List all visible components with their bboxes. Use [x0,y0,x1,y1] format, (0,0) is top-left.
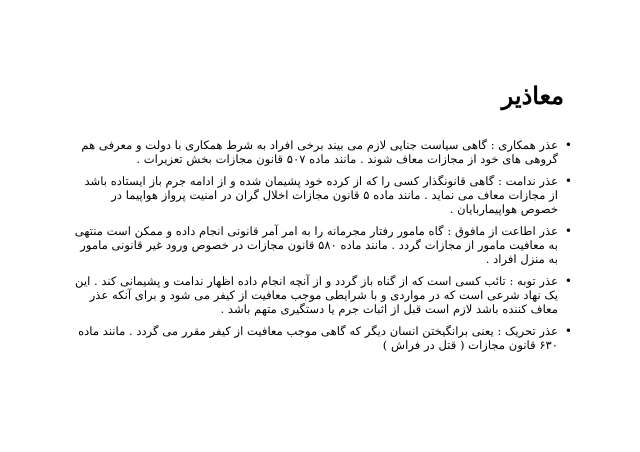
bullet-list [72,138,572,360]
list-item-text: عذر توبه : تائب کسی است که از گناه باز گردد و از آنچه انجام داده اظهار ندامت و پشیمانی کند . این یک نهاد شرعی است که در مواردی و با شرایطی موجب معافیت از کیفر می شود و برای آنکه عذر معاف کننده باشد لازم است قبل از اثبات جرم یا دستگیری متهم باشد . [75,274,558,316]
list-item [72,174,572,216]
bullet-icon: • [564,138,572,152]
list-item-text: عذر اطاعت از مافوق : گاه مامور رفتار مجرمانه را به امر آمر قانونی انجام داده و ممکن است منتهی به معافیت مامور از مجازات گردد . مانند ماده ۵۸۰ قانون مجازات در خصوص ورود غیر قانونی مامور به منزل افراد . [74,224,558,266]
list-item-text: عذر همکاری : گاهی سیاست جنایی لازم می بیند برخی افراد به شرط همکاری با دولت و معرفی هم گروهی های خود از مجازات معاف شوند . مانند ماده ۵۰۷ قانون مجازات بخش تعزیرات . [81,138,558,166]
list-item-text: عذر ندامت : گاهی قانونگذار کسی را که از کرده خود پشیمان شده و از ادامه جرم باز ایستاده باشد از مجازات معاف می نماید . مانند ماده ۵ قانون مجازات اخلال گران در امنیت پرواز هواپیما در خصوص هواپیماربایان . [84,174,558,216]
list-item [72,324,572,352]
bullet-icon: • [564,224,572,238]
list-item [72,138,572,166]
bullet-icon: • [564,324,572,338]
list-item-text: عذر تحریک : یعنی برانگیختن انسان دیگر که گاهی موجب معافیت از کیفر مقرر می گردد . مانند ماده ۶۳۰ قانون مجازات ( قتل در فراش ) [78,324,558,352]
list-item [72,274,572,316]
bullet-icon: • [564,174,572,188]
bullet-icon: • [564,274,572,288]
list-item [72,224,572,266]
slide-title: معاذیر [501,81,564,110]
